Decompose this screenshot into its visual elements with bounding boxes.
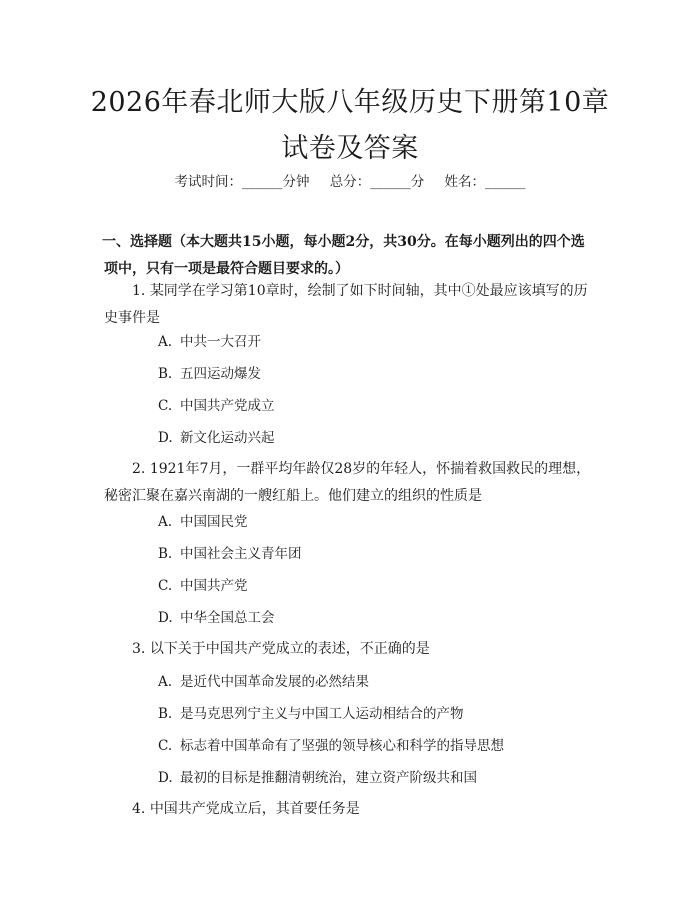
option-3b [158,704,464,724]
question-number: 1. [132,283,146,299]
option-letter: B. [158,546,173,562]
question-number: 2. [132,461,146,477]
option-letter: A. [158,674,173,690]
option-text: 新文化运动兴起 [180,430,275,446]
section-heading-line-2: 项中，只有一项是最符合题目要求的。） [104,261,349,277]
question-text-line-1: 以下关于中国共产党成立的表述，不正确的是 [149,641,430,657]
option-text: 中国共产党 [180,578,248,594]
option-text: 最初的目标是推翻清朝统治，建立资产阶级共和国 [180,770,477,786]
option-2d [158,608,275,628]
question-2 [104,456,614,510]
option-text: 中国社会主义青年团 [180,546,302,562]
option-letter: C. [158,398,173,414]
question-text-line-1: 某同学在学习第10章时，绘制了如下时间轴，其中①处最应该填写的历 [149,283,588,299]
option-letter: C. [158,738,173,754]
exam-name-field: 姓名：______ [444,174,526,190]
option-text: 是近代中国革命发展的必然结果 [180,674,369,690]
option-letter: B. [158,706,173,722]
exam-meta [0,170,700,190]
question-number: 4. [132,801,146,817]
option-3c [158,736,504,756]
option-3a [158,672,369,692]
option-text: 中国共产党成立 [180,398,275,414]
option-2a [158,512,248,532]
question-text-line-1: 1921年7月，一群平均年龄仅28岁的年轻人，怀揣着救国救民的理想， [149,461,591,477]
section-heading [104,229,624,283]
exam-score-field: 总分：______分 [329,174,425,190]
question-text-line-2: 秘密汇聚在嘉兴南湖的一艘红船上。他们建立的组织的性质是 [104,488,482,504]
option-letter: B. [158,366,173,382]
option-1a [158,332,261,352]
option-letter: A. [158,514,173,530]
option-letter: D. [158,430,173,446]
option-letter: D. [158,610,173,626]
option-2c [158,576,248,596]
option-letter: A. [158,334,173,350]
option-text: 是马克思列宁主义与中国工人运动相结合的产物 [180,706,464,722]
option-1c [158,396,275,416]
question-3 [104,636,614,663]
option-letter: C. [158,578,173,594]
exam-time-field: 考试时间：______分钟 [174,174,310,190]
option-1b [158,364,261,384]
option-letter: D. [158,770,173,786]
option-text: 中国国民党 [180,514,248,530]
option-1d [158,428,275,448]
question-1 [104,278,614,332]
exam-title-line-1: 2026年春北师大版八年级历史下册第10章 [90,87,610,118]
option-text: 五四运动爆发 [180,366,261,382]
option-text: 标志着中国革命有了坚强的领导核心和科学的指导思想 [180,738,504,754]
exam-title [60,80,640,172]
question-text-line-1: 中国共产党成立后，其首要任务是 [149,801,360,817]
option-text: 中华全国总工会 [180,610,275,626]
question-text-line-2: 史事件是 [104,310,160,326]
option-text: 中共一大召开 [180,334,261,350]
option-3d [158,768,477,788]
question-number: 3. [132,641,146,657]
option-2b [158,544,302,564]
exam-title-line-2: 试卷及答案 [281,133,419,164]
section-heading-line-1: 一、选择题（本大题共15小题，每小题2分，共30分。在每小题列出的四个选 [102,234,585,250]
question-4 [104,796,614,823]
